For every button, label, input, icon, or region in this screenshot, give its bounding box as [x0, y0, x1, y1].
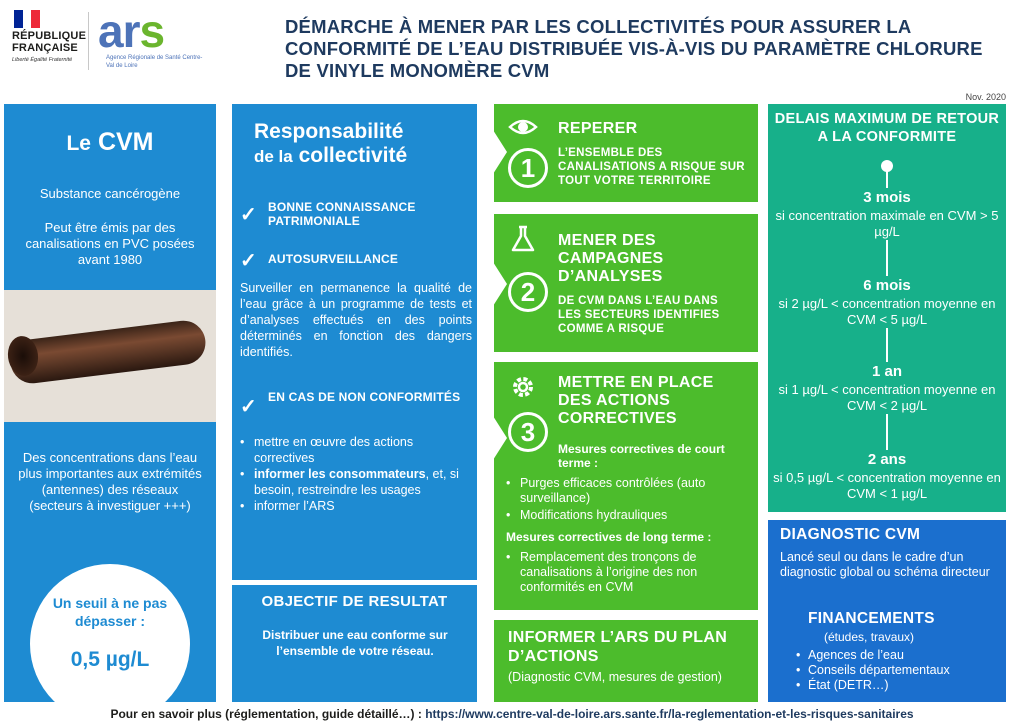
flask-icon [508, 224, 538, 254]
resp-title-de-la: de la [254, 147, 293, 166]
step-sub-long: Mesures correctives de long terme : [506, 530, 712, 544]
footer [0, 707, 1024, 721]
delai-item [768, 362, 1006, 414]
step-text: DE CVM DANS L’EAU DANS LES SECTEURS IDENTIFIES COMME A RISQUE [558, 295, 720, 335]
check-icon: ✓ [240, 396, 257, 418]
delai-value: 3 mois [863, 189, 911, 206]
footer-prefix: Pour en savoir plus (réglementation, guide détaillé…) : [110, 707, 422, 721]
informer-title: INFORMER L’ARS DU PLAN D’ACTIONS [508, 629, 728, 665]
diagnostic-text: Lancé seul ou dans le cadre d’un diagnostic global ou schéma directeur [780, 550, 990, 579]
french-flag-icon [14, 10, 40, 28]
delai-value: 2 ans [867, 451, 907, 468]
seuil-label: Un seuil à ne pas dépasser : [52, 595, 168, 629]
resp-title-line2: collectivité [298, 144, 408, 167]
list-item-bold: informer les consommateurs [254, 467, 426, 481]
step-text: L’ENSEMBLE DES CANALISATIONS A RISQUE SUR TOUT VOTRE TERRITOIRE [558, 147, 745, 187]
short-term-list [506, 476, 746, 523]
ars-logo-s: s [139, 5, 165, 57]
step-sub-short: Mesures correctives de court terme : [558, 442, 725, 470]
eye-icon [508, 112, 538, 142]
cvm-text-pvc: Peut être émis par des canalisations en PVC posées avant 1980 [25, 220, 195, 267]
long-term-list [506, 550, 746, 595]
pipe-photo [4, 290, 216, 422]
list-item [240, 466, 468, 498]
list-item: • Remplacement des tronçons de canalisations à l’origine des non conformités en CVM [506, 550, 746, 595]
list-item-text: mettre en œuvre des actions correctives [254, 435, 414, 465]
list-item: • Conseils départementaux [796, 663, 996, 678]
step-title: REPERER [558, 120, 638, 137]
step-number: 3 [508, 412, 548, 452]
delai-desc: si 1 µg/L < concentration moyenne en CVM < 2 µg/L [778, 382, 996, 413]
responsabilite-title [254, 120, 464, 169]
rf-motto: Liberté Égalité Fraternité [12, 57, 73, 63]
delai-desc: si 0,5 µg/L < concentration moyenne en CVM < 1 µg/L [773, 470, 1001, 501]
timeline-dot [881, 160, 893, 172]
step-title: METTRE EN PLACE DES ACTIONS CORRECTIVES [558, 374, 714, 427]
republique-francaise-logo [10, 8, 87, 78]
rf-name: RÉPUBLIQUE FRANÇAISE [12, 30, 87, 54]
resp-item-autosurveillance: AUTOSURVEILLANCE [268, 252, 399, 266]
seuil-value: 0,5 µg/L [70, 648, 150, 671]
diagnostic-title: DIAGNOSTIC CVM [780, 526, 921, 543]
objectif-title: OBJECTIF DE RESULTAT [261, 593, 448, 610]
arrow-notch [493, 130, 507, 174]
resp-item-non-conformites: EN CAS DE NON CONFORMITÉS [268, 390, 461, 404]
delai-value: 1 an [871, 363, 902, 380]
list-item [240, 434, 468, 466]
resp-title-line1: Responsabilité [254, 120, 404, 143]
step-title: MENER DES CAMPAGNES D’ANALYSES [558, 232, 664, 285]
cvm-text-substance: Substance cancérogène [39, 186, 181, 201]
informer-text: (Diagnostic CVM, mesures de gestion) [508, 670, 722, 684]
delai-desc: si 2 µg/L < concentration moyenne en CVM < 5 µg/L [778, 296, 996, 327]
step-reperer-panel [494, 104, 758, 202]
ars-logo-text: ars [98, 5, 165, 57]
gear-icon [508, 372, 538, 402]
list-item: • Agences de l’eau [796, 648, 996, 663]
delai-item [768, 276, 1006, 328]
resp-action-list [240, 434, 468, 514]
arrow-notch [493, 416, 507, 460]
delai-desc: si concentration maximale en CVM > 5 µg/L [775, 208, 999, 239]
ars-logo-subtitle: Agence Régionale de Santé Centre-Val de Loire [106, 55, 203, 69]
objectif-text: Distribuer une eau conforme sur l’ensemble de votre réseau. [262, 628, 448, 658]
logo-divider [88, 12, 89, 70]
pipe-image [8, 318, 208, 386]
arrow-notch [493, 262, 507, 306]
list-item-text: , et, si besoin, restreindre les usages [254, 467, 459, 497]
step-number: 2 [508, 272, 548, 312]
delai-item [768, 450, 1006, 502]
list-item: • Modifications hydrauliques [506, 508, 746, 523]
list-item-text: informer l’ARS [254, 499, 335, 513]
ars-logo [98, 5, 208, 76]
delai-item [768, 188, 1006, 240]
step-actions-panel [494, 362, 758, 610]
footer-link[interactable]: https://www.centre-val-de-loire.ars.sante.fr/la-reglementation-et-les-risques-sanitaires [425, 707, 914, 721]
list-item [240, 498, 468, 514]
step-number: 1 [508, 148, 548, 188]
cvm-title-cvm: CVM [97, 128, 154, 156]
seuil-circle [30, 564, 190, 724]
cvm-title-le: Le [66, 132, 91, 155]
informer-panel [494, 620, 758, 702]
delai-value: 6 mois [863, 277, 911, 294]
check-icon: ✓ [240, 204, 257, 226]
check-icon: ✓ [240, 250, 257, 272]
delais-title: DELAIS MAXIMUM DE RETOUR A LA CONFORMITE [774, 111, 1000, 145]
cvm-text-concentrations: Des concentrations dans l’eau plus importantes aux extrémités (antennes) des réseaux (secteurs à investiguer +++) [18, 450, 202, 513]
resp-paragraph: Surveiller en permanence la qualité de l’eau grâce à un programme de tests et d’analyses effectués en des points déterminés en fonction des dangers identifiés. [240, 281, 472, 359]
financements-subtitle: (études, travaux) [824, 630, 915, 644]
list-item: • Purges efficaces contrôlées (auto surveillance) [506, 476, 746, 506]
objectif-panel [232, 585, 477, 702]
cvm-title [4, 128, 216, 157]
financements-title: FINANCEMENTS [808, 610, 935, 627]
list-item: • État (DETR…) [796, 678, 996, 693]
step-analyses-panel [494, 214, 758, 352]
cvm-panel [4, 104, 216, 702]
delais-panel [768, 104, 1006, 512]
page-title: DÉMARCHE À MENER PAR LES COLLECTIVITÉS POUR ASSURER LA CONFORMITÉ DE L’EAU DISTRIBUÉE VIS-À-VIS DU PARAMÈTRE CHLORURE DE VINYLE MONOMÈRE CVM [285, 16, 983, 81]
responsabilite-panel [232, 104, 477, 580]
diagnostic-panel [768, 520, 1006, 702]
date-label: Nov. 2020 [965, 92, 1006, 102]
resp-item-patrimoniale: BONNE CONNAISSANCE PATRIMONIALE [268, 200, 416, 228]
financements-list [796, 648, 996, 693]
